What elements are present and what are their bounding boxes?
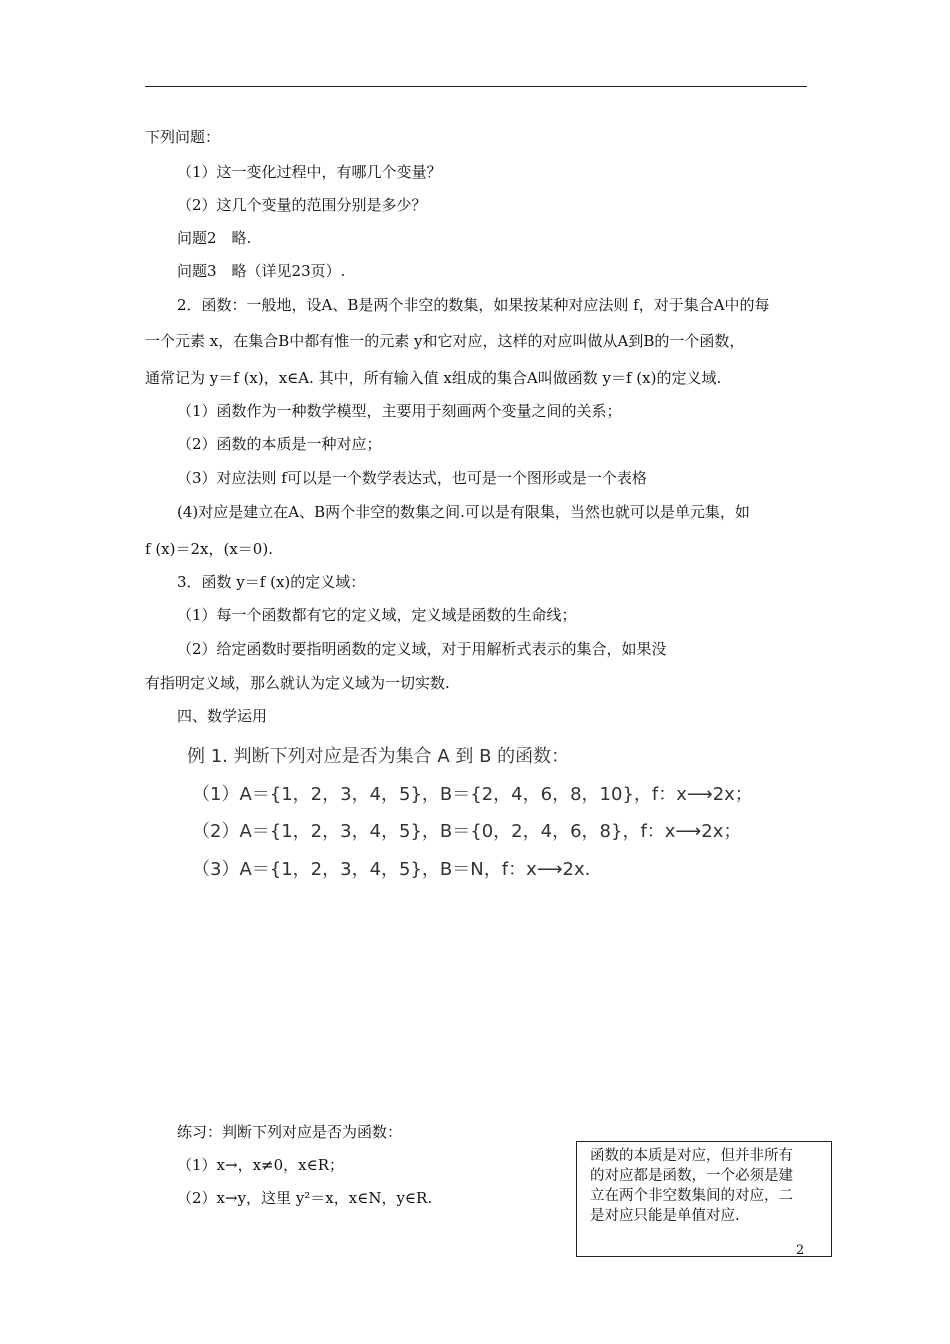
- note-line: 的对应都是函数，一个必须是建: [590, 1168, 793, 1184]
- practice-item: （1）x→，x≠0，x∈R；: [177, 1156, 345, 1174]
- text-line: （2）函数的本质是一种对应；: [177, 435, 382, 453]
- note-line: 立在两个非空数集间的对应，二: [590, 1188, 793, 1204]
- text-line: 一个元素 x，在集合B中都有惟一的元素 y和它对应，这样的对应叫做从A到B的一个函数，: [145, 332, 745, 350]
- text-line: 有指明定义域，那么就认为定义域为一切实数.: [145, 674, 450, 692]
- practice-item: （2）x→y，这里 y²＝x，x∈N，y∈R.: [177, 1189, 433, 1207]
- text-line: （2）这几个变量的范围分别是多少？: [177, 196, 427, 214]
- text-line: （1）每一个函数都有它的定义域，定义域是函数的生命线；: [177, 606, 577, 624]
- text-line: 通常记为 y＝f (x)，x∈A. 其中，所有输入值 x组成的集合A叫做函数 y＝f (x)的定义域.: [145, 369, 722, 387]
- text-line: 2．函数：一般地，设A、B是两个非空的数集，如果按某种对应法则 f，对于集合A中的每: [177, 296, 770, 314]
- text-line: 问题2 略.: [177, 229, 252, 247]
- margin-note-box: [576, 1141, 832, 1257]
- text-line: （1）这一变化过程中，有哪几个变量？: [177, 163, 442, 181]
- example-item: （1）A＝{1，2，3，4，5}，B＝{2，4，6，8，10}，f：x⟶2x；: [192, 784, 753, 805]
- text-line: 问题3 略（详见23页）.: [177, 262, 346, 280]
- text-line: （2）给定函数时要指明函数的定义域，对于用解析式表示的集合，如果没: [177, 640, 667, 658]
- text-line: f (x)＝2x，(x＝0).: [145, 540, 273, 558]
- header-rule: [145, 86, 807, 87]
- text-line: 下列问题：: [145, 128, 221, 146]
- section-heading: 四、数学运用: [177, 707, 268, 725]
- page-number: 2: [796, 1243, 805, 1258]
- text-line: （3）对应法则 f可以是一个数学表达式，也可是一个图形或是一个表格: [177, 469, 647, 487]
- text-line: (4)对应是建立在A、B两个非空的数集之间.可以是有限集，当然也就可以是单元集，如: [177, 503, 750, 521]
- note-line: 是对应只能是单值对应.: [590, 1208, 740, 1224]
- note-line: 函数的本质是对应，但并非所有: [590, 1148, 793, 1164]
- text-line: （1）函数作为一种数学模型，主要用于刻画两个变量之间的关系；: [177, 402, 622, 420]
- practice-title: 练习：判断下列对应是否为函数：: [177, 1123, 403, 1141]
- text-line: 3．函数 y＝f (x)的定义域：: [177, 573, 366, 591]
- example-item: （3）A＝{1，2，3，4，5}，B＝N，f：x⟶2x.: [192, 859, 591, 880]
- example-item: （2）A＝{1，2，3，4，5}，B＝{0，2，4，6，8}，f：x⟶2x；: [192, 821, 742, 842]
- example-title: 例 1. 判断下列对应是否为集合 A 到 B 的函数：: [187, 746, 570, 767]
